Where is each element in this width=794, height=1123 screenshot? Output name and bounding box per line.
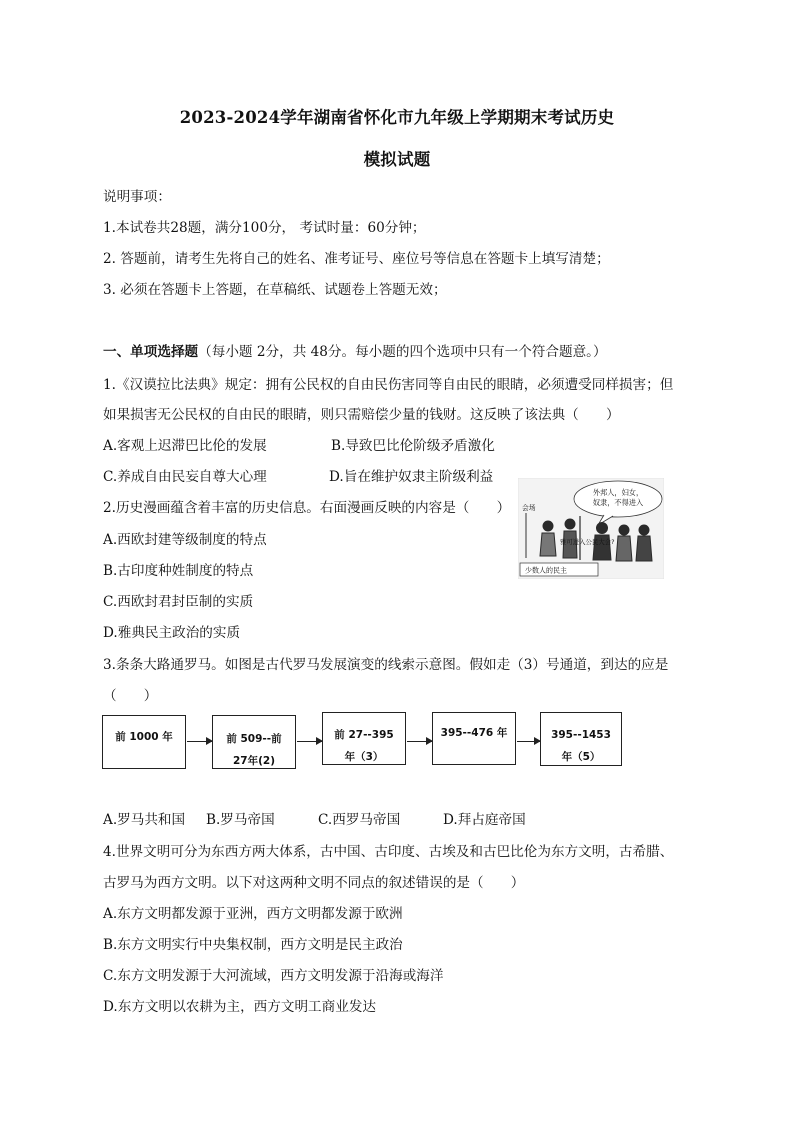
cartoon-caption: 少数人的民主 xyxy=(525,566,567,575)
timeline-box-label: 前 1000 年 xyxy=(115,731,173,743)
timeline-arrow xyxy=(407,741,432,742)
timeline-box-label: 年（3） xyxy=(344,751,384,763)
cartoon-bubble-text: 奴隶，不得进入 xyxy=(592,498,644,507)
history-cartoon-image xyxy=(518,478,664,579)
timeline-box-5 xyxy=(540,712,622,766)
question-2-option-b: B.古印度种姓制度的特点 xyxy=(103,563,254,579)
timeline-box-label: 27年(2) xyxy=(232,755,275,767)
question-4-option-c: C.东方文明发源于大河流域，西方文明发源于沿海或海洋 xyxy=(103,968,444,984)
section-note: （每小题 2分，共 48分。每小题的四个选项中只有一个符合题意。） xyxy=(198,344,607,360)
question-4-option-d: D.东方文明以农耕为主，西方文明工商业发达 xyxy=(103,999,377,1015)
instruction-item: 3. 必须在答题卡上答题，在草稿纸、试题卷上答题无效； xyxy=(103,282,447,298)
timeline-box-2 xyxy=(212,715,296,769)
question-1-stem: 1.《汉谟拉比法典》规定：拥有公民权的自由民伤害同等自由民的眼睛，必须遭受同样损害；但 xyxy=(103,377,674,393)
exam-subtitle: 模拟试题 xyxy=(363,150,431,169)
question-3-option-c: C.西罗马帝国 xyxy=(318,812,401,828)
instructions-heading: 说明事项： xyxy=(103,189,171,205)
question-4-option-a: A.东方文明都发源于亚洲，西方文明都发源于欧洲 xyxy=(103,906,403,922)
timeline-box-label: 395--1453 xyxy=(551,729,611,741)
question-2-option-c: C.西欧封君封臣制的实质 xyxy=(103,594,254,610)
section-heading xyxy=(103,340,607,360)
cartoon-sign-text: 会场 xyxy=(522,504,536,512)
question-2-stem: 2.历史漫画蕴含着丰富的历史信息。右面漫画反映的内容是（ ） xyxy=(103,500,511,516)
timeline-arrow xyxy=(187,741,212,742)
question-3-option-b: B.罗马帝国 xyxy=(206,812,275,828)
timeline-box-label: 前 27--395 xyxy=(334,729,394,741)
instruction-item: 2. 答题前，请考生先将自己的姓名、准考证号、座位号等信息在答题卡上填写清楚； xyxy=(103,251,610,267)
timeline-box-label: 395--476 年 xyxy=(440,727,508,739)
timeline-box-4 xyxy=(432,712,516,765)
question-4-option-b: B.东方文明实行中央集权制，西方文明是民主政治 xyxy=(103,937,403,953)
timeline-box-label: 前 509--前 xyxy=(226,733,282,745)
timeline-arrow xyxy=(297,741,322,742)
question-3-stem: 3.条条大路通罗马。如图是古代罗马发展演变的线索示意图。假如走（3）号通道，到达的应是 xyxy=(103,657,669,673)
timeline-box-3 xyxy=(322,712,406,765)
question-1-stem-cont: 如果损害无公民权的自由民的眼睛，则只需赔偿少量的钱财。这反映了该法典（ ） xyxy=(103,407,620,423)
timeline-arrow xyxy=(517,741,540,742)
question-1-option-a: A.客观上迟滞巴比伦的发展 xyxy=(103,438,267,454)
cartoon-banner-text: 雅可进入公民大会? xyxy=(560,538,615,546)
question-2-option-d: D.雅典民主政治的实质 xyxy=(103,625,241,641)
question-1-option-d: D.旨在维护奴隶主阶级利益 xyxy=(329,469,494,485)
question-3-option-a: A.罗马共和国 xyxy=(103,812,186,828)
question-3-stem-cont: （ ） xyxy=(103,688,158,704)
cartoon-bubble-text: 外邦人，妇女， xyxy=(592,488,644,497)
question-1-option-c: C.养成自由民妄自尊大心理 xyxy=(103,469,267,485)
timeline-box-label: 年（5） xyxy=(561,751,601,763)
timeline-box-1 xyxy=(102,715,186,769)
exam-title: 2023-2024学年湖南省怀化市九年级上学期期末考试历史 xyxy=(179,108,615,127)
question-4-stem-cont: 古罗马为西方文明。以下对这两种文明不同点的叙述错误的是（ ） xyxy=(103,875,525,891)
section-label: 一、单项选择题 xyxy=(103,344,199,360)
instruction-item: 1.本试卷共28题，满分100分， 考试时量：60分钟； xyxy=(103,220,426,236)
question-3-option-d: D.拜占庭帝国 xyxy=(443,812,526,828)
question-2-option-a: A.西欧封建等级制度的特点 xyxy=(103,532,267,548)
question-4-stem: 4.世界文明可分为东西方两大体系，古中国、古印度、古埃及和古巴比伦为东方文明，古希腊、 xyxy=(103,844,674,860)
question-1-option-b: B.导致巴比伦阶级矛盾激化 xyxy=(331,438,495,454)
